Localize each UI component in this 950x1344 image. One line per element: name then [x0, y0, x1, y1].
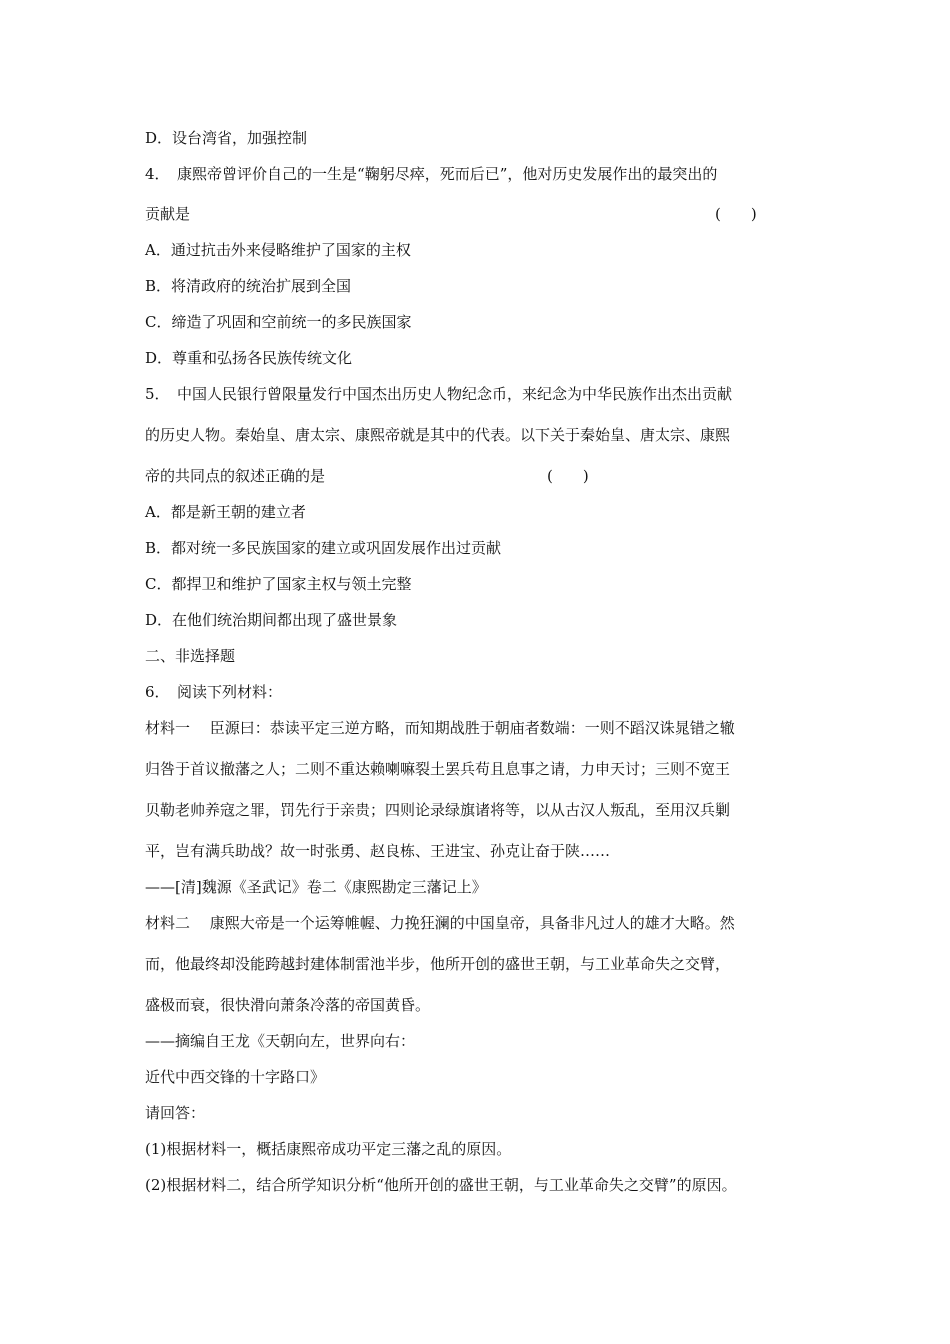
q4-option-c[interactable]: C．缔造了巩固和空前统一的多民族国家 — [145, 313, 412, 331]
q6-subquestion-1: (1)根据材料一，概括康熙帝成功平定三藩之乱的原因。 — [145, 1140, 512, 1158]
q5-answer-paren[interactable]: ( ) — [547, 467, 589, 485]
q4-stem-line-1: 4． 康熙帝曾评价自己的一生是“鞠躬尽瘁，死而后已”，他对历史发展作出的最突出的 — [145, 165, 718, 183]
q4-option-a[interactable]: A．通过抗击外来侵略维护了国家的主权 — [145, 241, 411, 259]
section-heading-non-choice: 二、非选择题 — [145, 647, 236, 665]
q6-material2-line-2: 而，他最终却没能跨越封建体制雷池半步，他所开创的盛世王朝，与工业革命失之交臂， — [145, 955, 731, 973]
q4-option-d[interactable]: D．尊重和弘扬各民族传统文化 — [145, 349, 353, 367]
q5-option-b[interactable]: B．都对统一多民族国家的建立或巩固发展作出过贡献 — [145, 539, 502, 557]
q6-material2-line-1: 材料二 康熙大帝是一个运筹帷幄、力挽狂澜的中国皇帝，具备非凡过人的雄才大略。然 — [145, 914, 735, 932]
q5-option-a[interactable]: A．都是新王朝的建立者 — [145, 503, 306, 521]
q3-option-d[interactable]: D．设台湾省，加强控制 — [145, 129, 308, 147]
q6-material1-line-1: 材料一 臣源曰：恭读平定三逆方略，而知期战胜于朝庙者数端：一则不蹈汉诛晁错之辙 — [145, 719, 735, 737]
q6-material1-line-3: 贝勒老帅养寇之罪，罚先行于亲贵；四则论录绿旗诸将等，以从古汉人叛乱，至用汉兵剿 — [145, 801, 731, 819]
q6-material2-source-line-2: 近代中西交锋的十字路口》 — [145, 1068, 326, 1086]
q6-material1-line-4: 平，岂有满兵助战？故一时张勇、赵良栋、王进宝、孙克让奋于陕…… — [145, 842, 611, 860]
q4-option-b[interactable]: B．将清政府的统治扩展到全国 — [145, 277, 352, 295]
q5-stem-line-2: 的历史人物。秦始皇、唐太宗、康熙帝就是其中的代表。以下关于秦始皇、唐太宗、康熙 — [145, 426, 731, 444]
q6-subquestion-2: (2)根据材料二，结合所学知识分析“他所开创的盛世王朝，与工业革命失之交臂”的原因。 — [145, 1176, 737, 1194]
q6-material2-source-line-1: ——摘编自王龙《天朝向左，世界向右： — [145, 1032, 416, 1050]
q5-stem-line-1: 5． 中国人民银行曾限量发行中国杰出历史人物纪念币，来纪念为中华民族作出杰出贡献 — [145, 385, 733, 403]
q5-stem-line-3: 帝的共同点的叙述正确的是 — [145, 467, 326, 485]
q5-option-d[interactable]: D．在他们统治期间都出现了盛世景象 — [145, 611, 398, 629]
q6-material1-source: ——[清]魏源《圣武记》卷二《康熙勘定三藩记上》 — [145, 878, 487, 896]
q5-option-c[interactable]: C．都捍卫和维护了国家主权与领土完整 — [145, 575, 412, 593]
q4-answer-paren[interactable]: ( ) — [715, 205, 757, 223]
q6-material1-line-2: 归咎于首议撤藩之人；二则不重达赖喇嘛裂土罢兵苟且息事之请，力申天讨；三则不宽王 — [145, 760, 731, 778]
q6-intro: 6． 阅读下列材料： — [145, 683, 283, 701]
q6-prompt: 请回答： — [145, 1104, 206, 1122]
q6-material2-line-3: 盛极而衰，很快滑向萧条冷落的帝国黄昏。 — [145, 996, 431, 1014]
q4-stem-line-2: 贡献是 — [145, 205, 191, 223]
